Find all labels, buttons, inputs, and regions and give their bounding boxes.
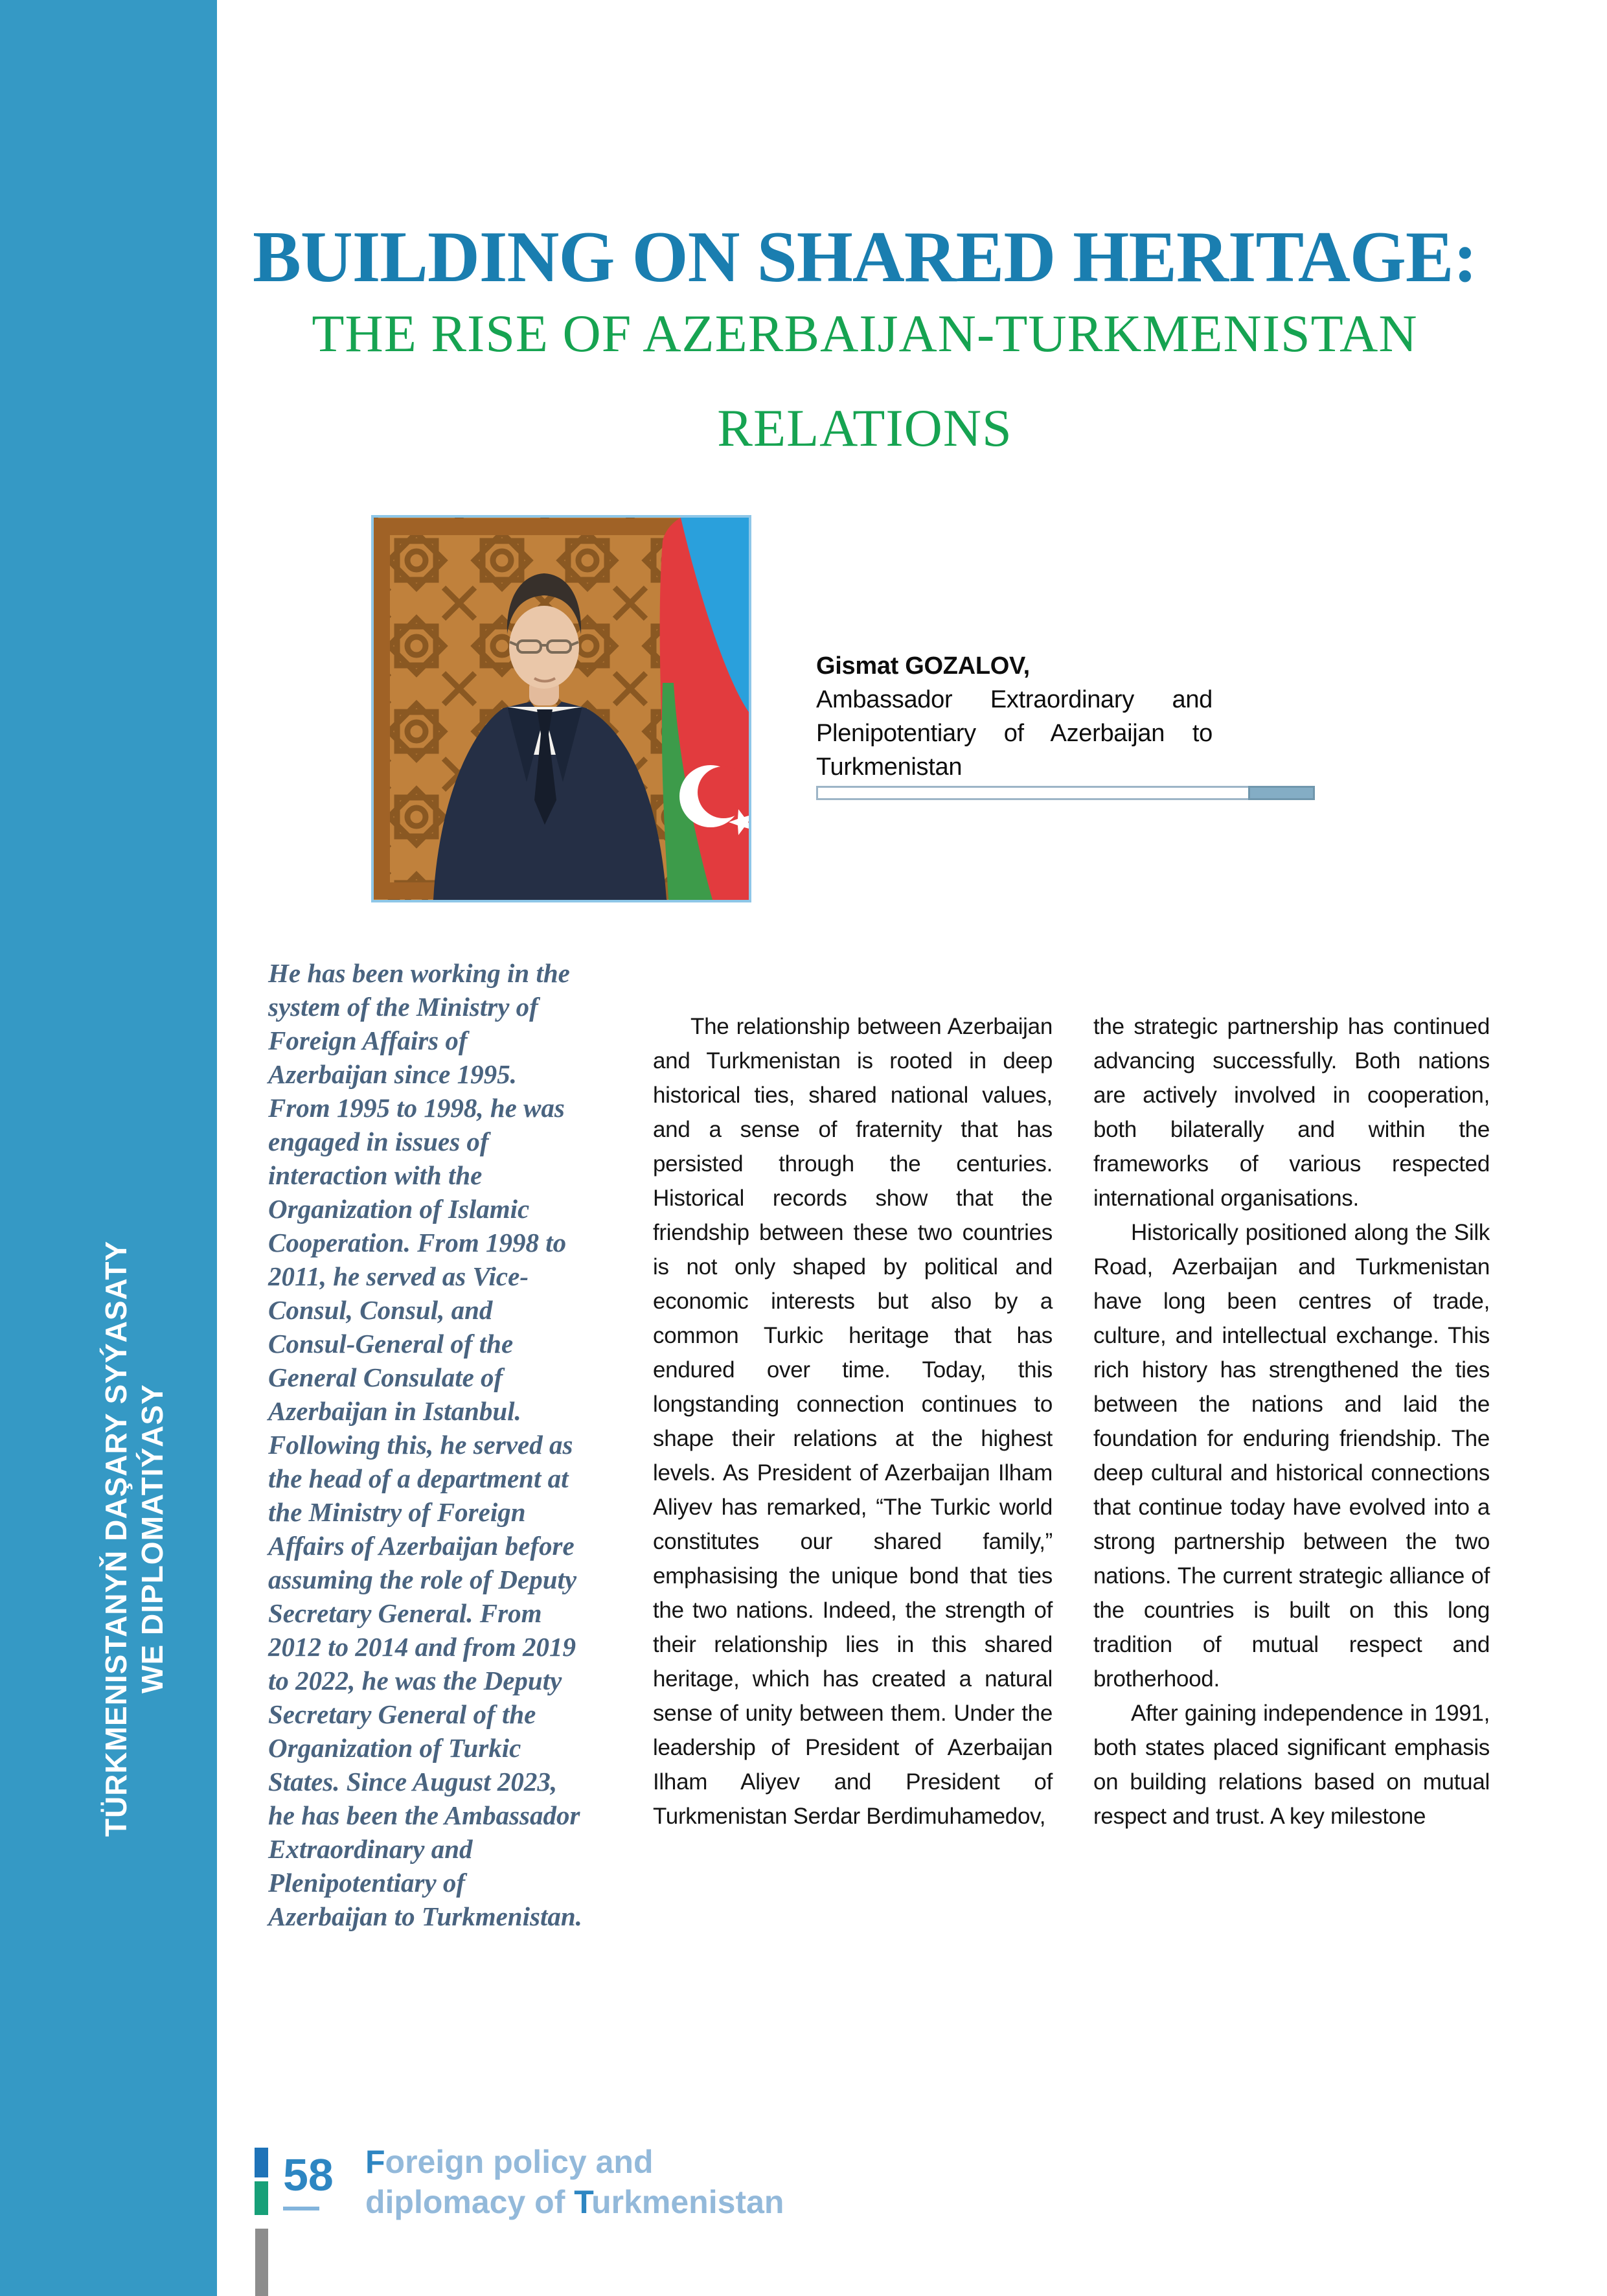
article-subtitle-line1: THE RISE OF AZERBAIJAN-TURKMENISTAN: [312, 304, 1418, 363]
footer-blue-square: [255, 2148, 268, 2177]
sidebar-band: [0, 0, 217, 2296]
sidebar-vertical-text-line2: WE DIPLOMATIÝASY: [135, 1384, 169, 1693]
footer-title-line2-rest: urkmenistan: [591, 2184, 784, 2220]
footer-title-initial-t: T: [574, 2184, 592, 2220]
ambassador-bio: He has been working in the system of the Ministry of Foreign Affairs of Azerbaijan since 1995. From 1995 to 1998, he was engaged in issues of interaction with the Organization of Islamic Cooperation. From 1998 to 2011, he served as Vice-Consul, Consul, and Consul-General of the General Consulate of Azerbaijan in Istanbul. Following this, he served as the head of a department at the Ministry of Foreign Affairs of Azerbaijan before assuming the role of Deputy Secretary General. From 2012 to 2014 and from 2019 to 2022, he was the Deputy Secretary General of the Organization of Turkic States. Since August 2023, he has been the Ambassador Extraordinary and Plenipotentiary of Azerbaijan to Turkmenistan.: [268, 958, 582, 1931]
article-paragraph: The relationship between Azerbaijan and Turkmenistan is rooted in deep historical ties, shared national values, and a sense of fraternity that has persisted through the centuries. Historical records show that the friendship between these two countries is not only shaped by political and economic interests but also by a common Turkic heritage that has endured over time. Today, this longstanding connection continues to shape their relations at the highest levels. As President of Azerbaijan Ilham Aliyev has remarked, “The Turkic world constitutes our shared family,” emphasising the unique bond that ties the two nations. Indeed, the strength of their relationship lies in this shared heritage, which has created a natural sense of unity between them. Under the leadership of President of Azerbaijan Ilham Aliyev and President of Turkmenistan Serdar Berdimuhamedov,: [653, 1014, 1053, 1829]
portrait-illustration: [374, 518, 749, 900]
photo-caption: [816, 649, 1213, 784]
sidebar-vertical-text-line1: TÜRKMENISTANYŇ DAŞARY SYÝASATY: [99, 1240, 133, 1837]
footer-gray-bar: [255, 2229, 268, 2296]
article-subtitle-line2: RELATIONS: [717, 398, 1012, 457]
article-title: BUILDING ON SHARED HERITAGE:: [253, 217, 1477, 298]
footer-title-line2-pre: diplomacy of: [365, 2184, 575, 2220]
sidebar-vertical-text: [98, 1062, 170, 2015]
caption-divider-bar: [816, 786, 1315, 800]
page-number-underline: [283, 2207, 319, 2210]
flag-crescent-inner: [698, 766, 749, 818]
head: [509, 606, 579, 689]
caption-role: Ambassador Extraordinary and Plenipotentiary of Azerbaijan to Turkmenistan: [816, 686, 1213, 781]
caption-divider-bar-fill: [1248, 786, 1315, 800]
article-column-middle: [653, 1009, 1053, 1833]
article-paragraph: the strategic partnership has continued advancing successfully. Both nations are actively involved in cooperation, both bilaterally and within the frameworks of various respected international organisations.: [1093, 1014, 1490, 1211]
footer-journal-title-line2: [365, 2182, 948, 2222]
caption-name: Gismat GOZALOV,: [816, 652, 1030, 680]
footer-green-square: [255, 2181, 268, 2215]
article-paragraph: Historically positioned along the Silk Road, Azerbaijan and Turkmenistan have long been centres of trade, culture, and intellectual exchange. This rich history has strengthened the ties between the nations and laid the foundation for enduring friendship. The deep cultural and historical connections that continue today have evolved into a strong partnership between the two nations. The current strategic alliance of the countries is built on this long tradition of mutual respect and brotherhood.: [1093, 1220, 1490, 1692]
article-subtitle: [233, 303, 1496, 459]
footer-title-line1-rest: oreign policy and: [385, 2144, 654, 2180]
article-column-right: [1093, 1009, 1490, 1833]
article-paragraph: After gaining independence in 1991, both states placed significant emphasis on building relations based on mutual respect and trust. A key milestone: [1093, 1701, 1490, 1829]
footer-title-initial-f: F: [365, 2144, 385, 2180]
footer-journal-title: [365, 2142, 948, 2222]
page-number: 58: [283, 2150, 334, 2200]
footer-journal-title-line1: [365, 2142, 948, 2182]
ambassador-portrait-photo: [371, 515, 751, 902]
